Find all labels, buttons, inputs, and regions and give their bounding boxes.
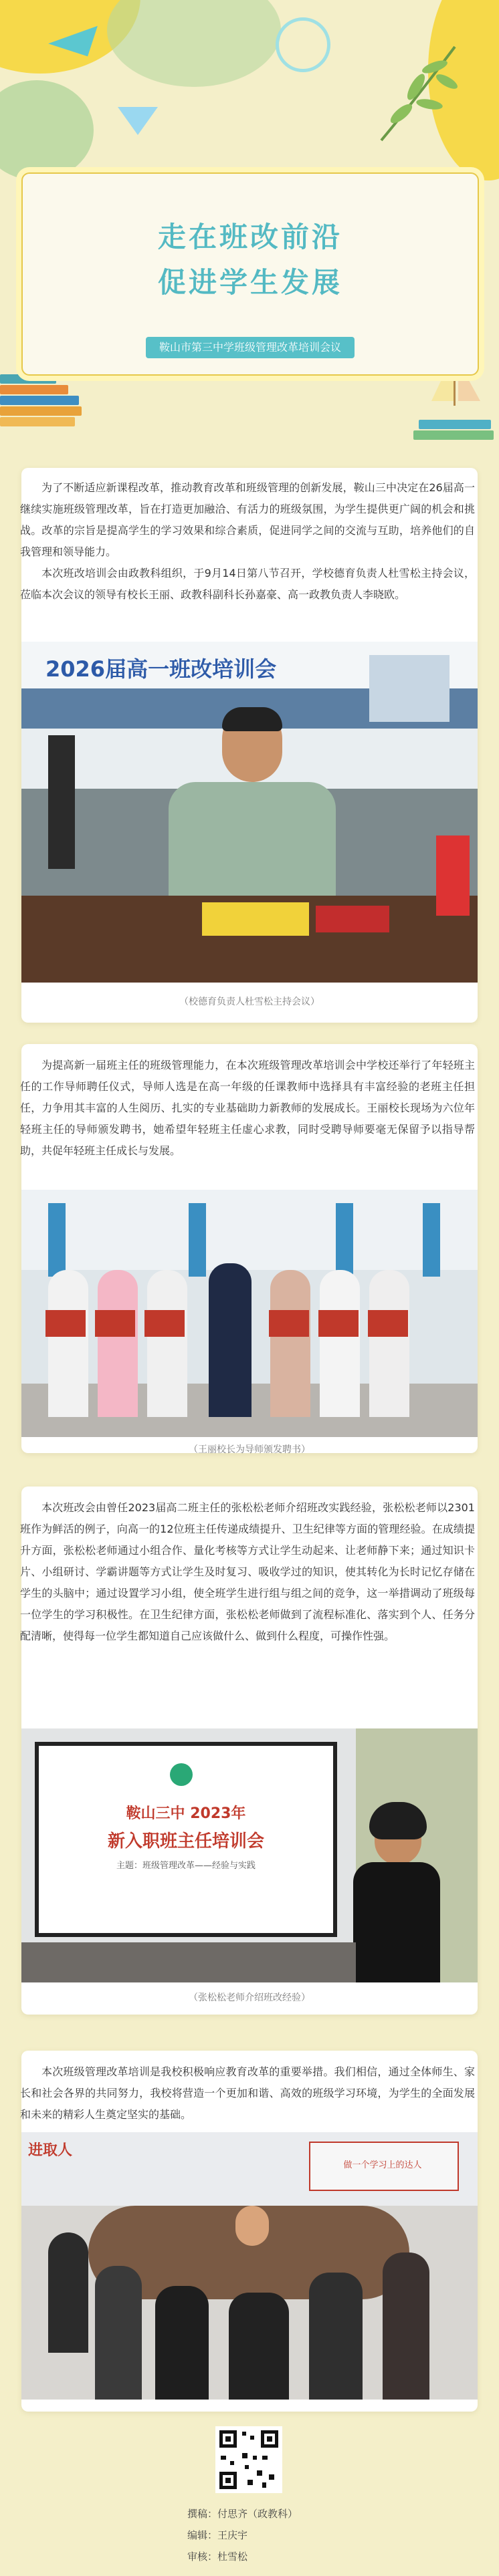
editor-name: 王庆宇: [217, 2529, 248, 2541]
banner-text: 2026届高一班改培训会: [45, 656, 277, 682]
host-photo: [21, 642, 478, 983]
photo-caption-2: （王丽校长为导师颁发聘书）: [189, 1444, 310, 1455]
editor-line: [187, 2528, 247, 2542]
editor-label: 编辑：: [187, 2529, 218, 2541]
mentors-photo: [21, 1190, 478, 1437]
author-line: [187, 2506, 298, 2521]
title-line-1: 走在班改前沿: [157, 221, 342, 253]
reviewer-name: 杜雪松: [217, 2551, 248, 2563]
leaf-branch-icon: [375, 40, 462, 147]
section-2-paragraph-1: 为提高新一届班主任的班级管理能力，在本次班级管理改革培训会中学校还举行了年轻班主任的工作导师聘任仪式，导师人选是在高一年级的任课教师中选择具有丰富经验的老班主任担任，力争用其丰富的人生阅历、扎实的专业基础助力新教师的发展成长。王丽校长现场为六位年轻班主任的导师颁发聘书，她希望年轻班主任虚心求教，同时受聘导师要毫无保留予以指导帮助，共促年轻班主任成长与发展。: [20, 1059, 475, 1157]
section-3-paragraph-1: 本次班改会由曾任2023届高二班主任的张松松老师介绍班改实践经验，张松松老师以2301班作为鲜活的例子，向高一的12位班主任传递成绩提升、卫生纪律等方面的管理经验。在成绩提升方面，张松松老师通过小组合作、量化考核等方式让学生动起来、让老师静下来；通过知识卡片、小组研讨、学霸讲题等方式让学生及时复习、吸收学过的知识，使其转化为长时记忆存储在学生的头脑中；通过设置学习小组，使全班学生进行组与组之间的竞争，这一举措调动了班级每一位学生的学习积极性。在卫生纪律方面，张松松老师做到了流程标准化、落实到个人、任务分配清晰，使得每一位学生都知道自己应该做什么、做到什么程度，可操作性强。: [20, 1501, 475, 1642]
green-blob-decoration: [107, 0, 281, 87]
book-decoration: [0, 417, 75, 426]
wall-sign-left: 进取人: [28, 2142, 73, 2159]
section-1-paragraph-1: 为了不断适应新课程改革，推动教育改革和班级管理的创新发展，鞍山三中决定在26届高一继续实施班级管理改革，旨在打造更加融洽、有活力的班级氛围，为学生提供更广阔的机会和挑战。改革的宗旨是提高学生的学习效果和综合素质，促进同学之间的交流与互助，培养他们的自我管理和领导能力。: [20, 481, 475, 558]
author-label: 撰稿：: [187, 2508, 218, 2520]
title-card: [21, 172, 479, 376]
book-decoration: [0, 406, 82, 416]
subtitle-bar: 鞍山市第三中学班级管理改革培训会议: [146, 337, 355, 358]
wall-sign-right: 做一个学习上的达人: [343, 2160, 422, 2170]
reviewer-line: [187, 2549, 247, 2563]
photo-caption-3: （张松松老师介绍班改经验）: [189, 1992, 310, 2003]
slide-school-text: 鞍山三中 2023年: [126, 1805, 246, 1822]
presenter-photo: [21, 1728, 478, 1982]
book-decoration: [419, 420, 491, 429]
qr-code-icon[interactable]: [215, 2426, 282, 2493]
ring-decoration: [276, 17, 330, 72]
meeting-photo: [21, 2132, 478, 2400]
section-4-paragraph-1: 本次班级管理改革培训是我校积极响应教育改革的重要举措。我们相信，通过全体师生、家长和社会各界的共同努力，我校将营造一个更加和谐、高效的班级学习环境，为学生的全面发展和未来的精彩人生奠定坚实的基础。: [20, 2065, 475, 2121]
reviewer-label: 审核：: [187, 2551, 218, 2563]
book-decoration: [0, 396, 79, 405]
author-name: 付思齐（政教科）: [217, 2508, 298, 2520]
footer: [0, 2426, 499, 2576]
triangle-decoration: [118, 107, 158, 135]
photo-caption-1: （校德育负责人杜雪松主持会议）: [179, 997, 320, 1007]
title-line-2: 促进学生发展: [157, 266, 342, 299]
slide-title-text: 新入职班主任培训会: [107, 1831, 264, 1851]
section-1-paragraph-2: 本次班改培训会由政教科组织，于9月14日第八节召开，学校德育负责人杜雪松主持会议，莅临本次会议的领导有校长王丽、政教科副科长孙嘉豪、高一政教负责人李晓欧。: [20, 567, 475, 601]
green-blob-decoration: [0, 80, 94, 180]
book-decoration: [0, 385, 68, 394]
book-decoration: [413, 430, 494, 440]
book-decoration: [0, 374, 56, 384]
slide-subtitle-text: 主题：班级管理改革——经验与实践: [116, 1861, 256, 1871]
